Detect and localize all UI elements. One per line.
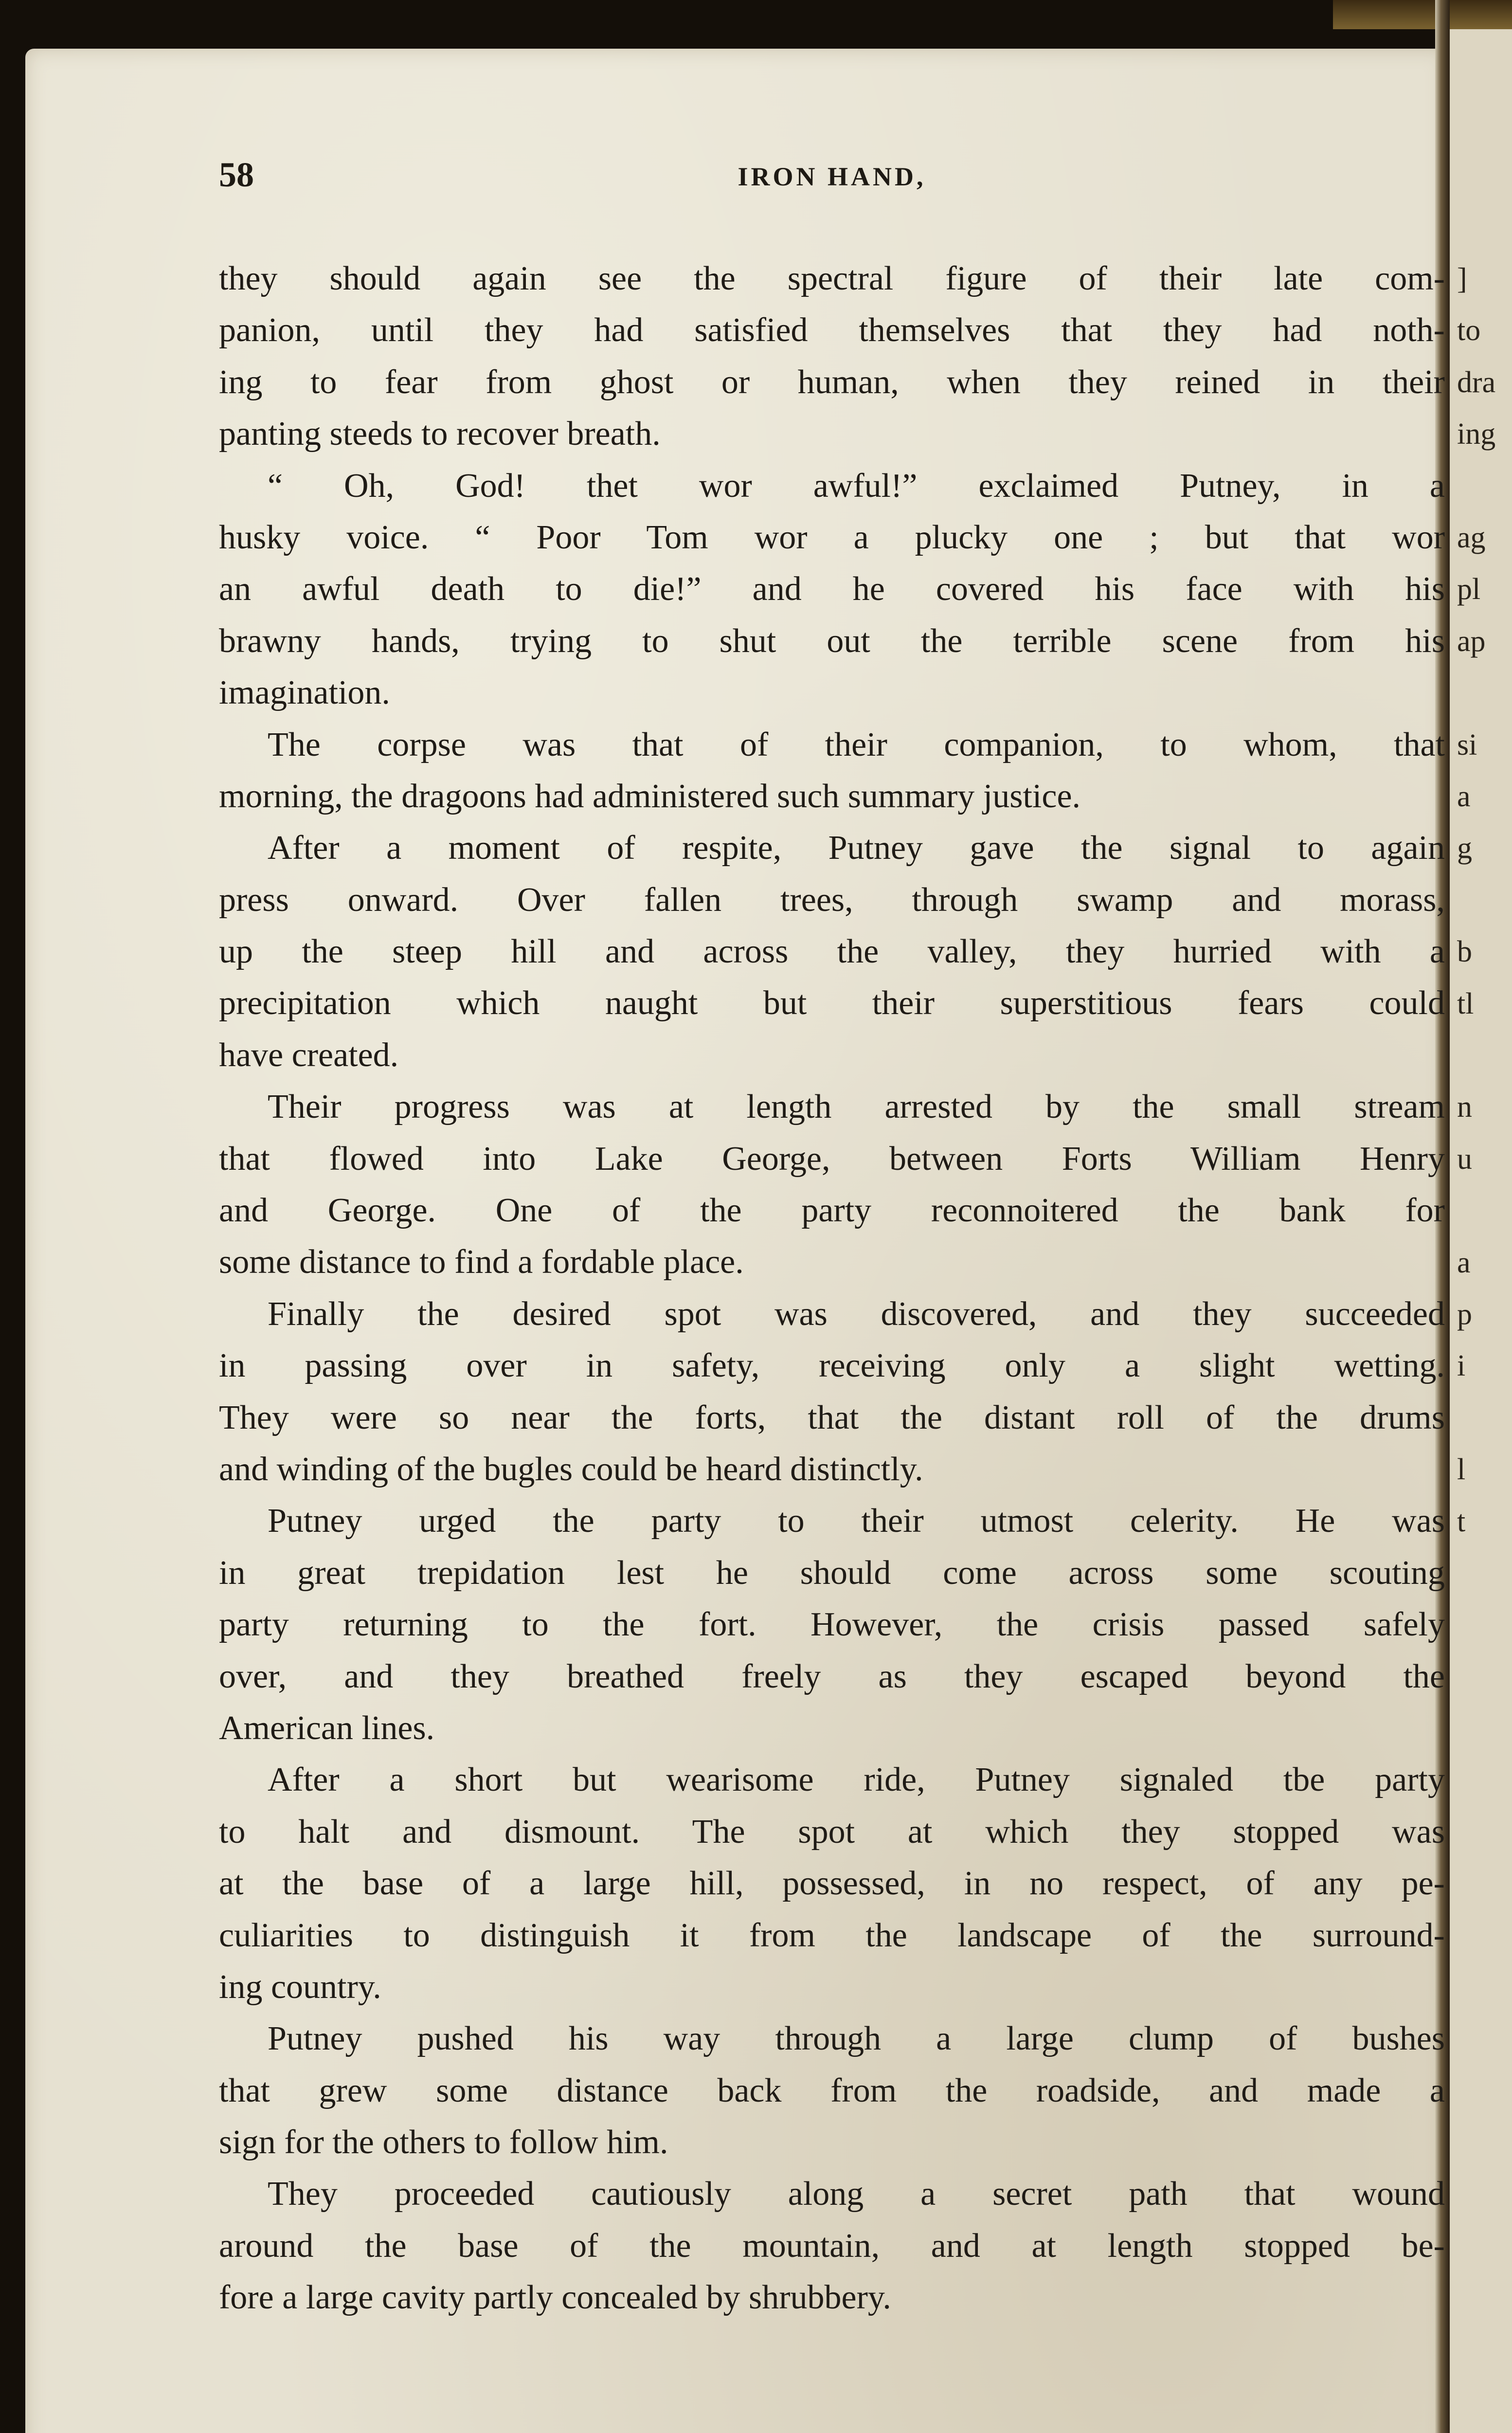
text-line: press onward. Over fallen trees, through swamp and morass, — [219, 881, 1445, 919]
text-line: to halt and dismount. The spot at which they stopped was — [219, 1813, 1445, 1851]
text-line: over, and they breathed freely as they escaped beyond the — [219, 1657, 1445, 1695]
facing-page-fragment: u — [1457, 1142, 1472, 1176]
facing-page-fragment: l — [1457, 1453, 1466, 1487]
text-line: an awful death to die!” and he covered his face with his — [219, 570, 1445, 608]
facing-page-fragment: n — [1457, 1090, 1472, 1124]
facing-page-fragment: p — [1457, 1298, 1472, 1331]
text-line: fore a large cavity partly concealed by shrubbery. — [219, 2279, 891, 2317]
text-line: imagination. — [219, 674, 390, 712]
facing-page-fragment: g — [1457, 832, 1472, 865]
text-line: Finally the desired spot was discovered, and they succeeded — [268, 1295, 1445, 1333]
page-number: 58 — [219, 155, 254, 194]
text-line: “ Oh, God! thet wor awful!” exclaimed Putney, in a — [268, 467, 1445, 505]
text-line: After a moment of respite, Putney gave the signal to again — [268, 829, 1445, 867]
text-line: at the base of a large hill, possessed, in no respect, of any pe- — [219, 1865, 1445, 1903]
text-line: that flowed into Lake George, between Forts William Henry — [219, 1140, 1445, 1178]
text-line: Their progress was at length arrested by the small stream — [268, 1088, 1445, 1126]
text-line: The corpse was that of their companion, to whom, that — [268, 726, 1445, 763]
text-line: panion, until they had satisfied themselves that they had noth- — [219, 311, 1445, 349]
facing-page-fragment: dra — [1457, 365, 1496, 399]
facing-page-fragment: ] — [1457, 262, 1467, 295]
facing-page-fragment: tl — [1457, 987, 1474, 1020]
facing-page-fragment: i — [1457, 1349, 1466, 1383]
text-line: husky voice. “ Poor Tom wor a plucky one ; but that wor — [219, 518, 1445, 556]
text-line: They proceeded cautiously along a secret path that wound — [268, 2175, 1445, 2213]
facing-page-fragment: ing — [1457, 418, 1496, 451]
running-head: IRON HAND, — [738, 162, 926, 191]
text-line: around the base of the mountain, and at length stopped be- — [219, 2227, 1445, 2265]
facing-page-fragment: a — [1457, 780, 1471, 813]
text-line: ing country. — [219, 1968, 381, 2006]
facing-page-fragment: ap — [1457, 624, 1486, 658]
text-line: and winding of the bugles could be heard distinctly. — [219, 1450, 923, 1488]
text-line: brawny hands, trying to shut out the terrible scene from his — [219, 622, 1445, 660]
body-text — [219, 253, 1445, 2324]
text-line: up the steep hill and across the valley, they hurried with a — [219, 933, 1445, 971]
text-line: precipitation which naught but their superstitious fears could — [219, 984, 1445, 1022]
text-line: they should again see the spectral figure of their late com- — [219, 260, 1445, 297]
text-line: party returning to the fort. However, the crisis passed safely — [219, 1606, 1445, 1644]
text-line: in great trepidation lest he should come across some scouting — [219, 1554, 1445, 1592]
book-spine-edge — [1333, 0, 1512, 29]
text-line: some distance to find a fordable place. — [219, 1243, 744, 1281]
text-line: Putney pushed his way through a large clump of bushes — [268, 2020, 1445, 2058]
facing-page-fragment: b — [1457, 935, 1472, 969]
text-line: that grew some distance back from the roadside, and made a — [219, 2071, 1445, 2109]
facing-page-fragment: a — [1457, 1246, 1471, 1279]
text-line: culiarities to distinguish it from the landscape of the surround- — [219, 1916, 1445, 1954]
facing-page-fragment: t — [1457, 1505, 1466, 1538]
facing-page-fragment: ag — [1457, 521, 1486, 554]
text-line: in passing over in safety, receiving only a slight wetting. — [219, 1347, 1445, 1385]
text-line: Putney urged the party to their utmost celerity. He was — [268, 1502, 1445, 1540]
facing-page-fragment: si — [1457, 728, 1477, 762]
facing-page-fragment: pl — [1457, 573, 1481, 606]
text-line: ing to fear from ghost or human, when they reined in their — [219, 363, 1445, 401]
text-line: have created. — [219, 1036, 399, 1074]
facing-page-fragment: to — [1457, 314, 1481, 347]
page-header — [219, 155, 1445, 208]
text-line: morning, the dragoons had administered such summary justice. — [219, 777, 1081, 815]
text-line: American lines. — [219, 1709, 435, 1747]
text-line: sign for the others to follow him. — [219, 2124, 668, 2161]
text-line: They were so near the forts, that the distant roll of the drums — [219, 1398, 1445, 1436]
text-line: panting steeds to recover breath. — [219, 415, 661, 453]
text-line: and George. One of the party reconnoitered the bank for — [219, 1192, 1445, 1230]
text-line: After a short but wearisome ride, Putney signaled tbe party — [268, 1761, 1445, 1799]
